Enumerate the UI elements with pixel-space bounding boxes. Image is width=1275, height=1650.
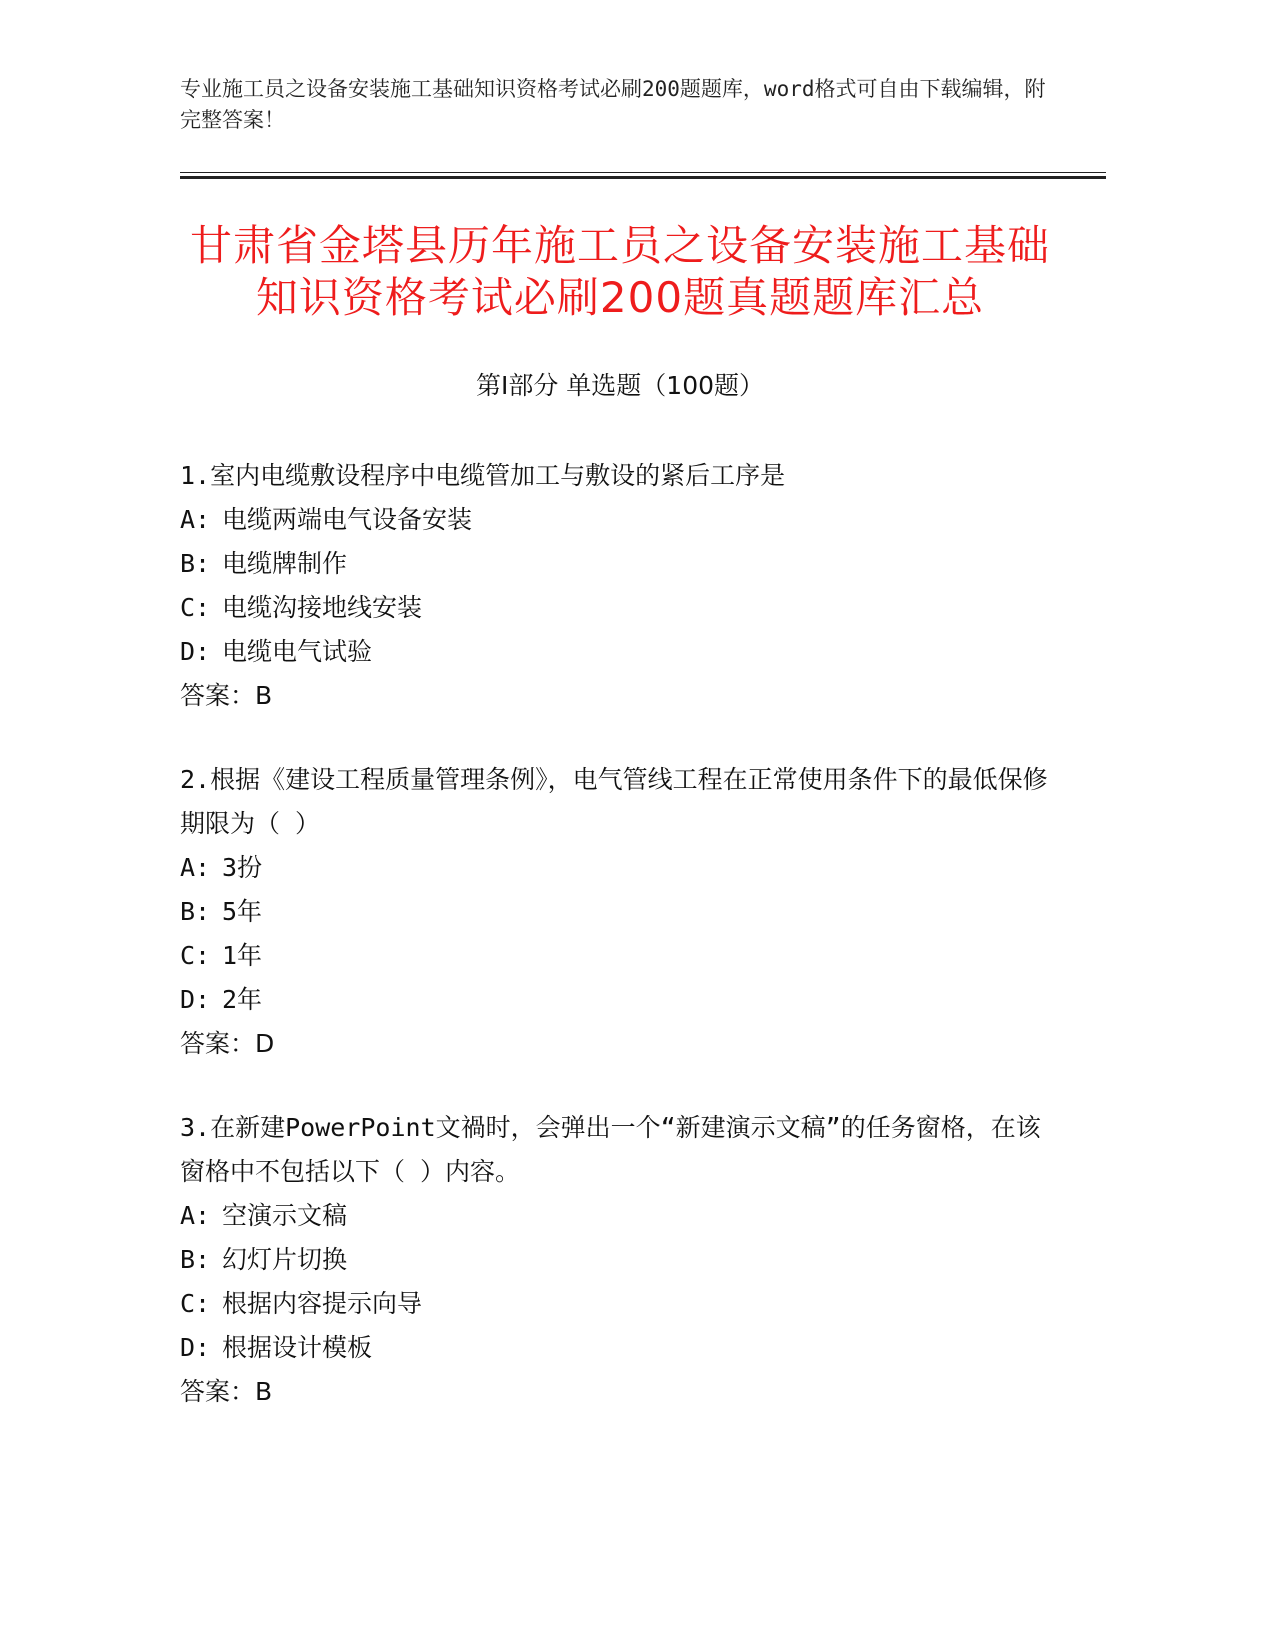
answer-line [180,674,1050,718]
option-text: 电缆两端电气设备安装 [222,505,473,534]
option-c [180,934,1050,978]
option-letter: D: [180,985,211,1014]
option-a [180,498,1050,542]
option-text: 电缆沟接地线安装 [222,593,423,622]
option-text: 幻灯片切换 [222,1245,348,1274]
option-text: 根据内容提示向导 [222,1289,423,1318]
header-divider-thin [180,172,1106,173]
answer-value: B [255,1377,273,1406]
option-text: 5年 [222,897,263,926]
option-text: 根据设计模板 [222,1333,373,1362]
option-letter: D: [180,637,211,666]
option-text: 1年 [222,941,263,970]
question-2 [180,758,1050,1066]
option-b [180,890,1050,934]
option-text: 电缆牌制作 [222,549,348,578]
option-d [180,978,1050,1022]
header-note: 专业施工员之设备安装施工基础知识资格考试必刷200题题库，word格式可自由下载编辑，附完整答案！ [180,77,1046,132]
option-letter: C: [180,1289,211,1318]
option-d [180,630,1050,674]
answer-label: 答案： [180,681,256,710]
option-text: 空演示文稿 [222,1201,348,1230]
question-text: 1.室内电缆敷设程序中电缆管加工与敷设的紧后工序是 [180,461,786,490]
option-b [180,1238,1050,1282]
option-text: 电缆电气试验 [222,637,373,666]
option-letter: C: [180,593,211,622]
option-letter: C: [180,941,211,970]
question-1 [180,454,1050,718]
option-letter: A: [180,853,211,882]
answer-line [180,1370,1050,1414]
answer-label: 答案： [180,1029,256,1058]
option-letter: D: [180,1333,211,1362]
option-b [180,542,1050,586]
option-c [180,586,1050,630]
header-divider-thick [180,176,1106,179]
answer-label: 答案： [180,1377,256,1406]
option-letter: B: [180,1245,211,1274]
option-text: 3扮 [222,853,263,882]
answer-line [180,1022,1050,1066]
document-title: 甘肃省金塔县历年施工员之设备安装施工基础知识资格考试必刷200题真题题库汇总 [189,221,1050,322]
option-d [180,1326,1050,1370]
option-a [180,1194,1050,1238]
option-text: 2年 [222,985,263,1014]
option-c [180,1282,1050,1326]
answer-value: B [255,681,273,710]
section-heading: 第I部分 单选题（100题） [475,371,765,400]
option-letter: A: [180,1201,211,1230]
option-letter: B: [180,549,211,578]
question-text: 3.在新建PowerPoint文禍时，会弹出一个“新建演示文稿”的任务窗格，在该窗格中不包括以下（ ）内容。 [180,1113,1041,1186]
option-letter: B: [180,897,211,926]
question-text: 2.根据《建设工程质量管理条例》，电气管线工程在正常使用条件下的最低保修期限为（ ） [180,765,1048,838]
question-3 [180,1106,1050,1414]
option-a [180,846,1050,890]
answer-value: D [255,1029,275,1058]
option-letter: A: [180,505,211,534]
